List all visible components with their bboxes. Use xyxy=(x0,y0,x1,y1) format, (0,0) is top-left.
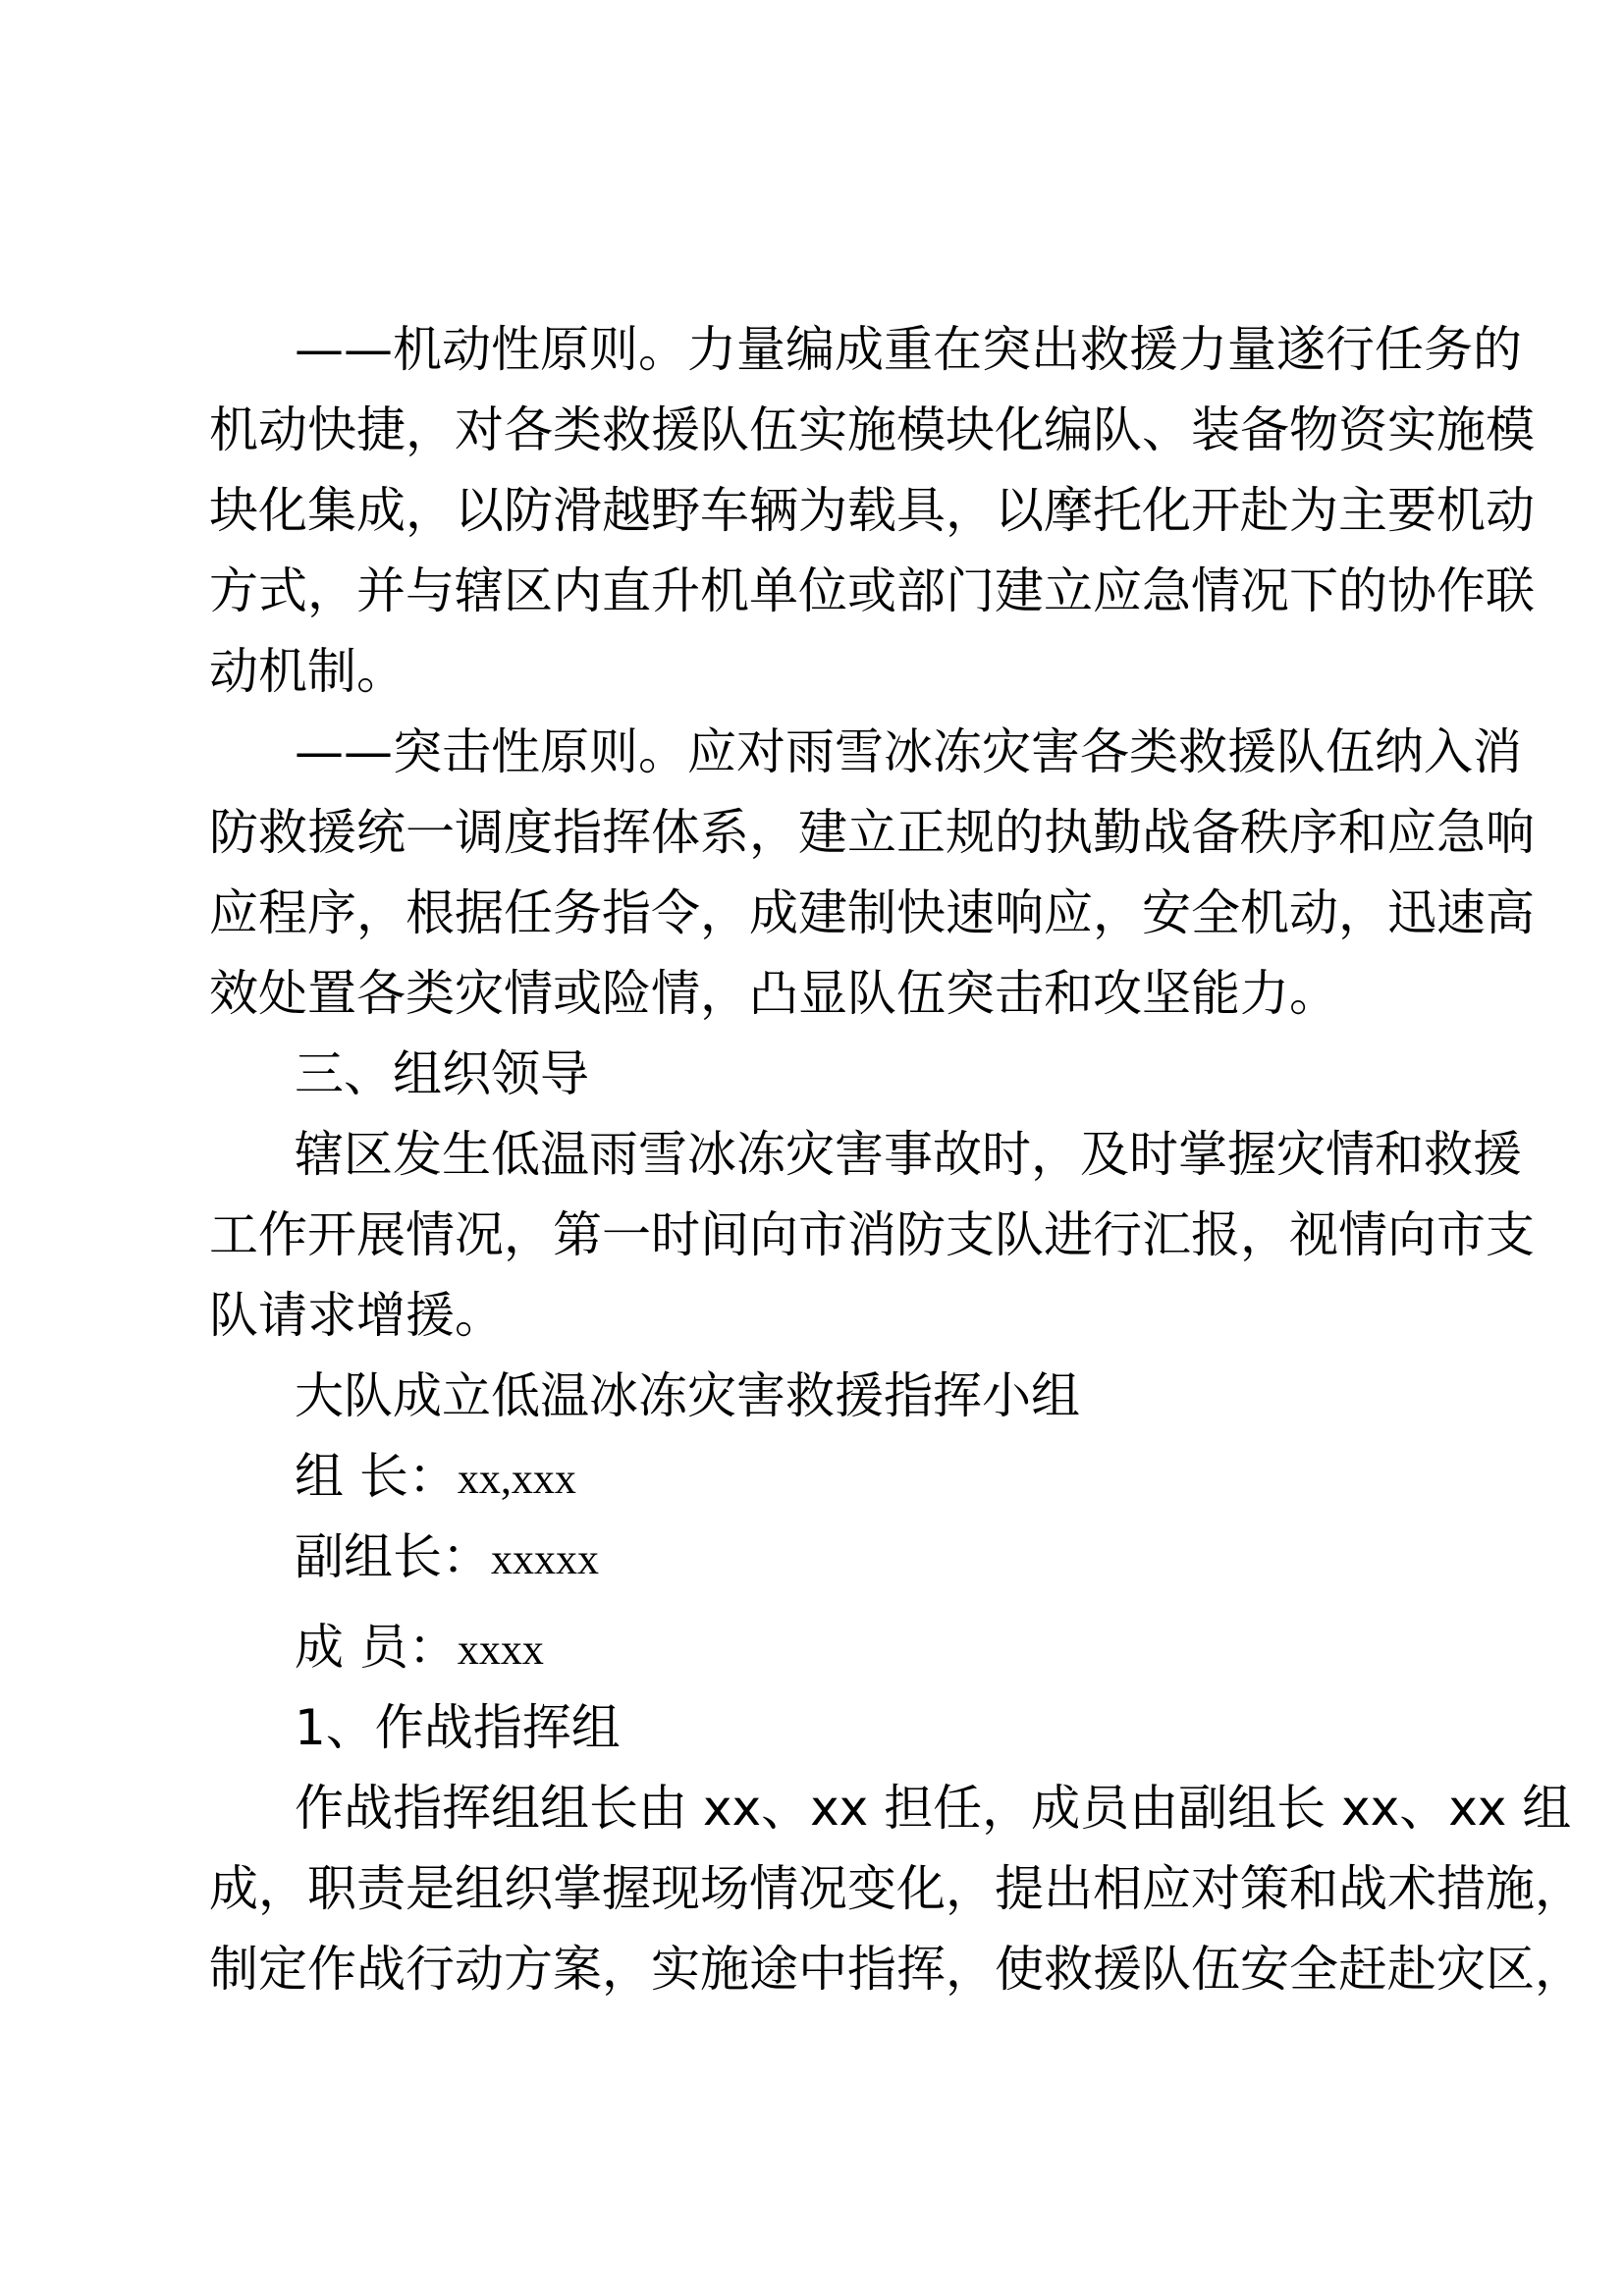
members-label: 成 员： xyxy=(295,1619,458,1676)
paragraph-line: 工作开展情况，第一时间向市消防支队进行汇报，视情向市支 xyxy=(209,1206,1535,1263)
paragraph-line: 作战指挥组组长由 xx、xx 担任，成员由副组长 xx、xx 组 xyxy=(295,1780,1572,1837)
members-row xyxy=(295,1618,544,1680)
subsection-heading: 1、作战指挥组 xyxy=(295,1699,621,1756)
section-heading: 三、组织领导 xyxy=(295,1045,589,1102)
paragraph-line: ——突击性原则。应对雨雪冰冻灾害各类救援队伍纳入消 xyxy=(295,723,1522,780)
paragraph-line: 动机制。 xyxy=(209,643,406,700)
deputy-value: xxxxx xyxy=(491,1535,599,1583)
paragraph-line: 方式，并与辖区内直升机单位或部门建立应急情况下的协作联 xyxy=(209,562,1535,619)
paragraph-line: 机动快捷，对各类救援队伍实施模块化编队、装备物资实施模 xyxy=(209,401,1535,458)
paragraph-line: 队请求增援。 xyxy=(209,1287,504,1344)
paragraph-line: 成，职责是组织掌握现场情况变化，提出相应对策和战术措施， xyxy=(209,1860,1584,1917)
paragraph-line: 辖区发生低温雨雪冰冻灾害事故时，及时掌握灾情和救援 xyxy=(295,1126,1522,1183)
paragraph-line: 应程序，根据任务指令，成建制快速响应，安全机动，迅速高 xyxy=(209,884,1535,941)
paragraph-line: 防救援统一调度指挥体系，建立正规的执勤战备秩序和应急响 xyxy=(209,804,1535,861)
paragraph-line: 制定作战行动方案，实施途中指挥，使救援队伍安全赶赴灾区， xyxy=(209,1941,1584,1998)
paragraph-line: 块化集成，以防滑越野车辆为载具，以摩托化开赴为主要机动 xyxy=(209,482,1535,539)
leader-label: 组 长： xyxy=(295,1448,458,1505)
deputy-label: 副组长： xyxy=(295,1528,491,1585)
leader-value: xx,xxx xyxy=(457,1455,576,1503)
paragraph-line: ——机动性原则。力量编成重在突出救援力量遂行任务的 xyxy=(295,321,1522,378)
paragraph-line: 大队成立低温冰冻灾害救援指挥小组 xyxy=(295,1367,1080,1424)
paragraph-line: 效处置各类灾情或险情，凸显队伍突击和攻坚能力。 xyxy=(209,965,1338,1022)
deputy-row xyxy=(295,1527,599,1589)
leader-row xyxy=(295,1447,576,1509)
members-value: xxxx xyxy=(457,1626,544,1674)
